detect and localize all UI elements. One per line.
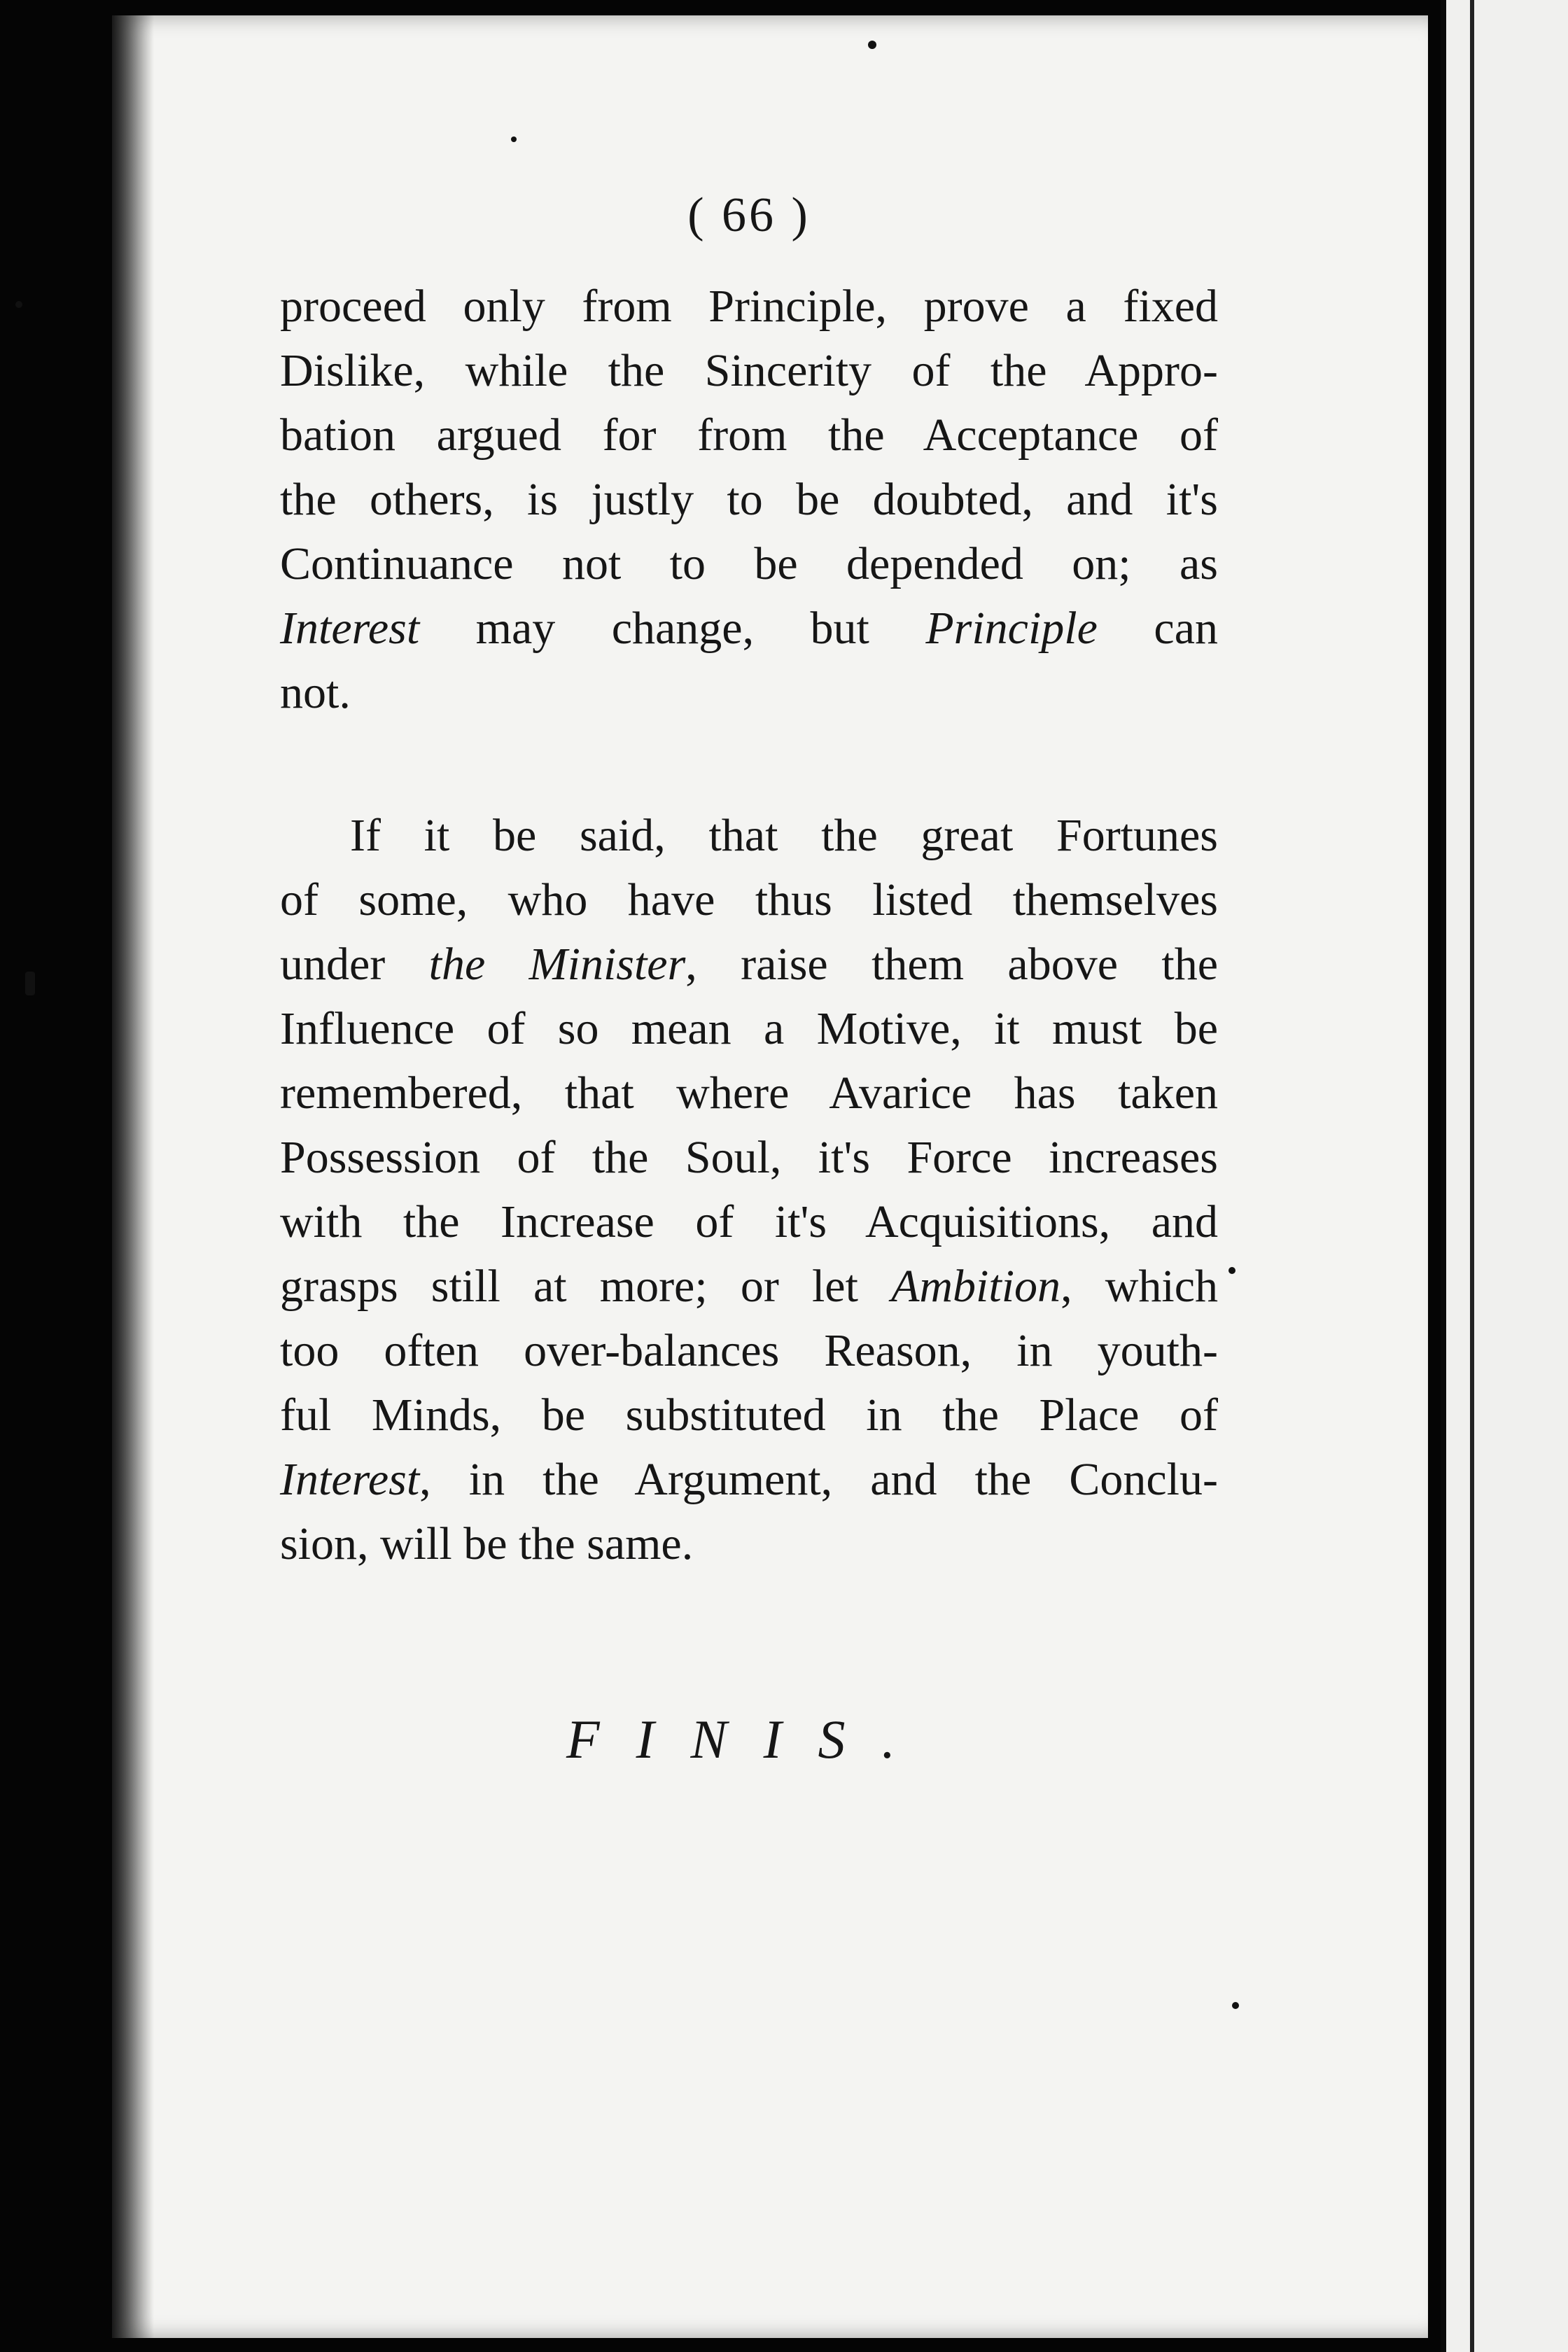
page-number: ( 66 ) xyxy=(687,188,811,242)
text-segment: proceed only from Principle, prove a fixed xyxy=(280,281,1218,332)
text-line xyxy=(280,1254,1218,1319)
text-line xyxy=(280,661,1218,725)
text-line xyxy=(280,1190,1218,1254)
text-line xyxy=(280,1319,1218,1383)
italic-word: Principle xyxy=(925,603,1098,654)
text-line xyxy=(280,532,1218,596)
facing-page-rule xyxy=(1470,0,1474,2352)
finis-heading: FINIS. xyxy=(566,1709,932,1770)
text-line xyxy=(280,403,1218,468)
text-line xyxy=(280,932,1218,997)
text-line xyxy=(280,997,1218,1061)
paragraph-2 xyxy=(280,804,1218,1576)
text-line xyxy=(280,339,1218,403)
text-segment: Influence of so mean a Motive, it must be xyxy=(280,1003,1218,1054)
text-segment: can xyxy=(1097,603,1218,654)
text-segment: , raise them above the xyxy=(685,939,1218,990)
italic-word: Ambition xyxy=(891,1261,1061,1312)
paragraph-1 xyxy=(280,274,1218,725)
text-segment: remembered, that where Avarice has taken xyxy=(280,1068,1218,1119)
ink-speck xyxy=(868,41,876,49)
text-segment: grasps still at more; or let xyxy=(280,1261,892,1312)
text-segment: , in the Argument, and the Conclu- xyxy=(419,1454,1218,1505)
text-segment: If it be said, that the great Fortunes xyxy=(350,810,1218,861)
text-segment: too often over-balances Reason, in youth- xyxy=(280,1325,1218,1376)
text-line xyxy=(280,804,1218,868)
text-line xyxy=(280,596,1218,661)
text-line xyxy=(280,1126,1218,1190)
ink-speck xyxy=(511,136,517,142)
ink-speck xyxy=(15,301,22,308)
text-line xyxy=(280,1383,1218,1448)
text-segment: Possession of the Soul, it's Force increases xyxy=(280,1132,1218,1183)
ink-speck xyxy=(1228,1267,1236,1274)
text-line xyxy=(280,1512,1218,1576)
facing-page-edge xyxy=(1441,0,1568,2352)
text-segment: bation argued for from the Acceptance of xyxy=(280,410,1218,461)
text-segment: the others, is justly to be doubted, and it's xyxy=(280,474,1218,525)
text-segment: under xyxy=(280,939,429,990)
text-segment: not. xyxy=(280,667,351,718)
text-segment: ful Minds, be substituted in the Place of xyxy=(280,1390,1218,1441)
text-line xyxy=(280,274,1218,339)
italic-word: Interest xyxy=(280,1454,420,1505)
text-line xyxy=(280,1061,1218,1126)
text-segment: , which xyxy=(1060,1261,1218,1312)
text-segment: of some, who have thus listed themselves xyxy=(280,874,1218,925)
ink-speck xyxy=(1232,2002,1239,2009)
text-line xyxy=(280,1448,1218,1512)
text-segment: sion, will be the same. xyxy=(280,1518,694,1569)
text-segment: with the Increase of it's Acquisitions, and xyxy=(280,1196,1218,1247)
ink-speck xyxy=(25,972,35,995)
text-line xyxy=(280,468,1218,532)
text-segment: may change, but xyxy=(419,603,926,654)
text-segment: Dislike, while the Sincerity of the Appro- xyxy=(280,345,1218,396)
text-line xyxy=(280,868,1218,932)
italic-word: Interest xyxy=(280,603,420,654)
text-segment: Continuance not to be depended on; as xyxy=(280,538,1218,589)
italic-word: the Minister xyxy=(428,939,686,990)
